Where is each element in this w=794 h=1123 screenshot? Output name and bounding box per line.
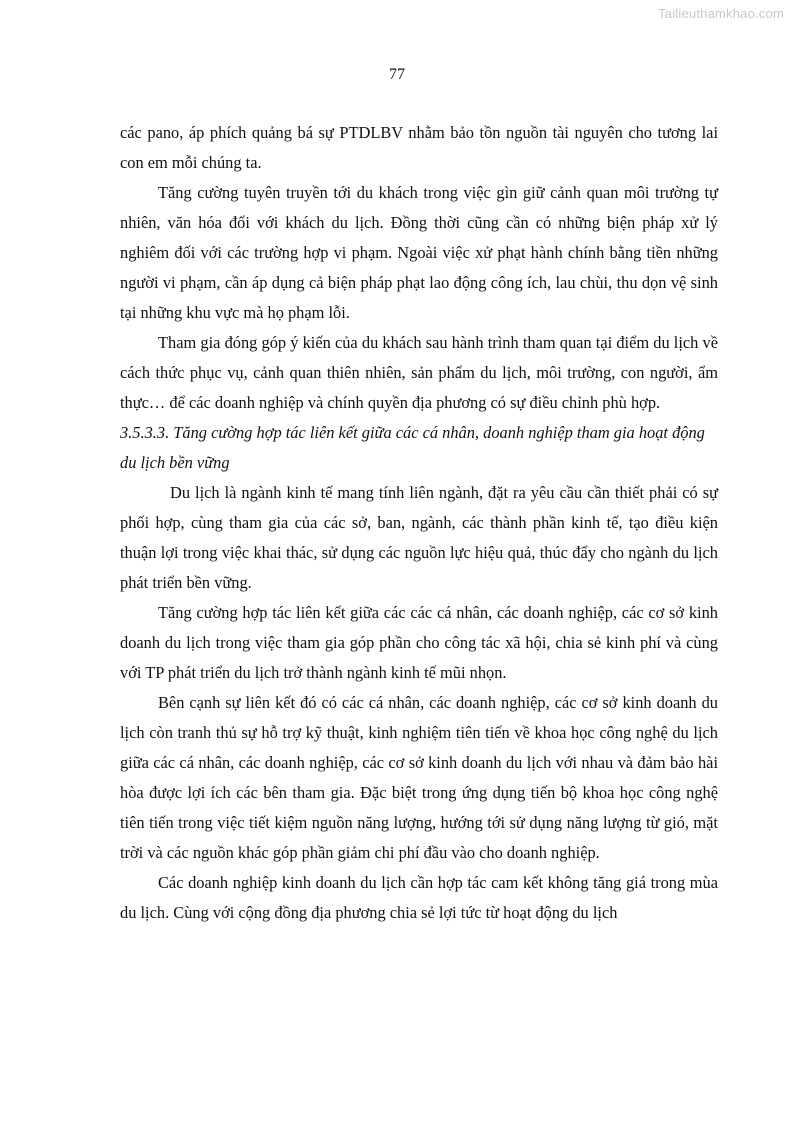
paragraph: Tham gia đóng góp ý kiến của du khách sau hành trình tham quan tại điểm du lịch về cách thức phục vụ, cảnh quan thiên nhiên, sản phẩm du lịch, môi trường, con người, ẩm thực… để các doanh nghiệp và chính quyền địa phương có sự điều chỉnh phù hợp. [120,333,718,412]
paragraph: Du lịch là ngành kinh tế mang tính liên ngành, đặt ra yêu cầu cần thiết phải có sự phối hợp, cùng tham gia của các sở, ban, ngành, các thành phần kinh tế, tạo điều kiện thuận lợi trong việc khai thác, sử dụng các nguồn lực hiệu quả, thúc đẩy cho ngành du lịch phát triển bền vững. [120,483,718,592]
section-heading: 3.5.3.3. Tăng cường hợp tác liên kết giữa các cá nhân, doanh nghiệp tham gia hoạt động du lịch bền vững [120,423,705,472]
watermark: Tailieuthamkhao.com [658,6,784,21]
paragraph: Các doanh nghiệp kinh doanh du lịch cần hợp tác cam kết không tăng giá trong mùa du lịch. Cùng với cộng đồng địa phương chia sẻ lợi tức từ hoạt động du lịch [120,873,718,922]
document-body [120,118,718,928]
paragraph: Bên cạnh sự liên kết đó có các cá nhân, các doanh nghiệp, các cơ sở kinh doanh du lịch còn tranh thủ sự hỗ trợ kỹ thuật, kinh nghiệm tiên tiến về khoa học công nghệ du lịch giữa các cá nhân, các doanh nghiệp, các cơ sở kinh doanh du lịch với nhau và đảm bảo hài hòa được lợi ích các bên tham gia. Đặc biệt trong ứng dụng tiến bộ khoa học công nghệ tiên tiến trong việc tiết kiệm nguồn năng lượng, hướng tới sử dụng năng lượng từ gió, mặt trời và các nguồn khác góp phần giảm chi phí đầu vào cho doanh nghiệp. [120,693,718,862]
page-number: 77 [389,66,405,83]
paragraph: Tăng cường tuyên truyền tới du khách trong việc gìn giữ cảnh quan môi trường tự nhiên, văn hóa đối với khách du lịch. Đồng thời cũng cần có những biện pháp xử lý nghiêm đối với các trường hợp vi phạm. Ngoài việc xử phạt hành chính bằng tiền những người vi phạm, cần áp dụng cả biện pháp phạt lao động công ích, lau chùi, thu dọn vệ sinh tại những khu vực mà họ phạm lỗi. [120,183,718,322]
paragraph: các pano, áp phích quảng bá sự PTDLBV nhằm bảo tồn nguồn tài nguyên cho tương lai con em mỗi chúng ta. [120,123,718,172]
paragraph: Tăng cường hợp tác liên kết giữa các các cá nhân, các doanh nghiệp, các cơ sở kinh doanh du lịch trong việc tham gia góp phần cho công tác xã hội, chia sẻ kinh phí và cùng với TP phát triển du lịch trở thành ngành kinh tế mũi nhọn. [120,603,718,682]
